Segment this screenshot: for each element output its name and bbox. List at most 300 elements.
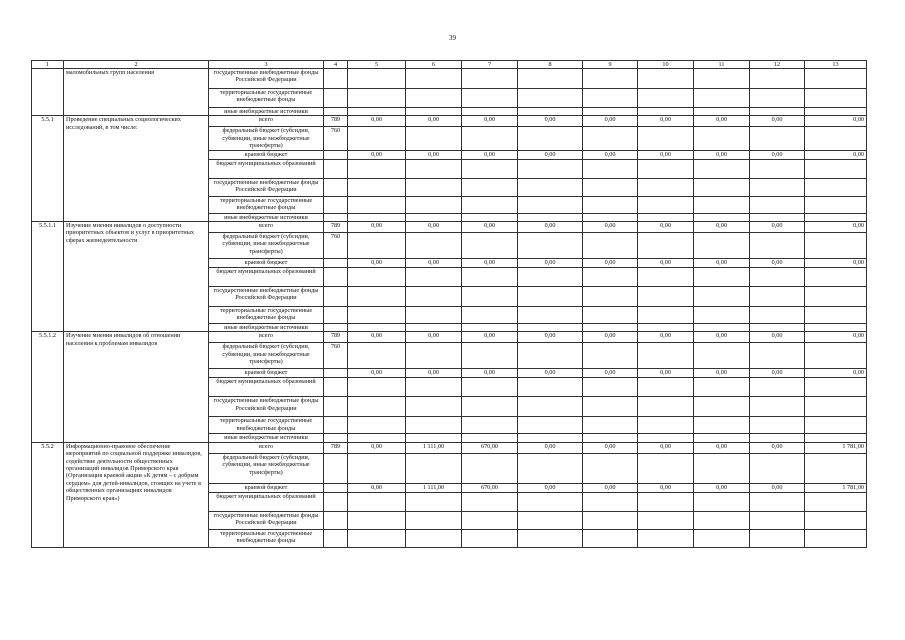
funding-source: всего	[209, 442, 324, 453]
funding-source: иные внебюджетные источники	[209, 434, 324, 442]
total-value	[805, 324, 867, 332]
year-value	[694, 343, 750, 369]
year-value: 0,00	[462, 222, 518, 233]
year-value	[694, 69, 750, 89]
year-value	[518, 268, 583, 287]
funding-source: всего	[209, 222, 324, 233]
year-value	[406, 159, 462, 178]
year-value	[638, 178, 694, 196]
year-value	[583, 324, 638, 332]
year-value	[462, 108, 518, 116]
total-value: 1 781,00	[805, 483, 867, 492]
year-value	[750, 453, 805, 483]
year-value	[694, 108, 750, 116]
year-value	[638, 529, 694, 547]
year-value	[583, 343, 638, 369]
year-value	[583, 417, 638, 434]
budget-code	[324, 150, 348, 159]
year-value: 0,00	[348, 483, 406, 492]
funding-source: всего	[209, 332, 324, 343]
total-value	[805, 307, 867, 324]
year-value	[694, 324, 750, 332]
year-value: 0,00	[638, 442, 694, 453]
year-value	[518, 178, 583, 196]
year-value	[750, 417, 805, 434]
year-value	[638, 69, 694, 89]
year-value	[694, 378, 750, 397]
total-value	[805, 233, 867, 259]
year-value	[406, 511, 462, 529]
year-value	[583, 287, 638, 307]
year-value: 0,00	[518, 483, 583, 492]
year-value: 670,00	[462, 483, 518, 492]
total-value	[805, 434, 867, 442]
year-value: 0,00	[518, 332, 583, 343]
year-value	[462, 159, 518, 178]
year-value: 0,00	[348, 259, 406, 268]
budget-code: 789	[324, 116, 348, 127]
year-value	[694, 287, 750, 307]
year-value	[694, 453, 750, 483]
year-value	[518, 69, 583, 89]
year-value: 0,00	[462, 259, 518, 268]
total-value	[805, 287, 867, 307]
year-value: 0,00	[518, 150, 583, 159]
year-value	[518, 213, 583, 221]
funding-source: федеральный бюджет (субсидии, субвенции, иные межбюджетные трансферты)	[209, 233, 324, 259]
year-value	[638, 492, 694, 511]
column-header: 7	[462, 61, 518, 69]
table-row	[32, 442, 867, 453]
funding-source: территориальные государственные внебюджетные фонды	[209, 196, 324, 213]
funding-source: территориальные государственные внебюджетные фонды	[209, 307, 324, 324]
funding-source: всего	[209, 116, 324, 127]
year-value	[406, 397, 462, 417]
total-value	[805, 108, 867, 116]
year-value	[750, 378, 805, 397]
budget-code	[324, 378, 348, 397]
year-value	[406, 268, 462, 287]
year-value	[694, 213, 750, 221]
year-value	[348, 434, 406, 442]
item-number: 5.5.1	[32, 116, 64, 222]
year-value	[462, 69, 518, 89]
year-value	[694, 307, 750, 324]
year-value	[638, 434, 694, 442]
budget-code	[324, 108, 348, 116]
total-value	[805, 89, 867, 108]
column-header: 3	[209, 61, 324, 69]
budget-code	[324, 417, 348, 434]
year-value	[583, 434, 638, 442]
item-name: Изучение мнения инвалидов о доступности приоритетных объектов и услуг в приоритетных сферах жизнедеятельности	[64, 222, 209, 332]
year-value: 0,00	[750, 116, 805, 127]
year-value	[462, 213, 518, 221]
year-value	[638, 108, 694, 116]
funding-source: государственные внебюджетные фонды Российской Федерации	[209, 69, 324, 89]
year-value	[638, 159, 694, 178]
total-value	[805, 529, 867, 547]
year-value	[518, 307, 583, 324]
year-value	[518, 511, 583, 529]
funding-source: федеральный бюджет (субсидии, субвенции, иные межбюджетные трансферты)	[209, 127, 324, 150]
total-value: 0,00	[805, 369, 867, 378]
year-value: 0,00	[694, 150, 750, 159]
total-value	[805, 492, 867, 511]
item-name: маломобильных групп населения	[64, 69, 209, 116]
year-value	[406, 417, 462, 434]
item-number: 5.5.2	[32, 442, 64, 547]
budget-code	[324, 511, 348, 529]
budget-code	[324, 529, 348, 547]
year-value	[462, 378, 518, 397]
year-value	[694, 89, 750, 108]
year-value	[638, 287, 694, 307]
funding-source: бюджет муниципальных образований	[209, 159, 324, 178]
budget-code	[324, 268, 348, 287]
year-value	[518, 434, 583, 442]
year-value: 0,00	[638, 332, 694, 343]
funding-source: федеральный бюджет (субсидии, субвенции, иные межбюджетные трансферты)	[209, 453, 324, 483]
year-value	[462, 287, 518, 307]
year-value	[348, 511, 406, 529]
budget-code	[324, 324, 348, 332]
year-value	[750, 178, 805, 196]
year-value: 0,00	[348, 369, 406, 378]
total-value: 0,00	[805, 259, 867, 268]
year-value	[638, 453, 694, 483]
table-row	[32, 69, 867, 89]
year-value: 0,00	[694, 116, 750, 127]
budget-code	[324, 196, 348, 213]
year-value	[348, 343, 406, 369]
budget-code	[324, 397, 348, 417]
budget-code: 789	[324, 222, 348, 233]
year-value	[518, 159, 583, 178]
year-value	[406, 529, 462, 547]
year-value	[348, 108, 406, 116]
total-value	[805, 268, 867, 287]
item-name: Информационно-правовое обеспечение мероприятий по социальной поддержке инвалидов, содействие деятельности общественных организаций инвалидов Приморского края (Организация краевой акции «К детям – с добрым сердцем» для детей-инвалидов, стоящих на учете в общественных организациях инвалидов Приморского края»)	[64, 442, 209, 547]
year-value	[348, 89, 406, 108]
year-value	[638, 397, 694, 417]
year-value: 0,00	[694, 259, 750, 268]
year-value	[750, 307, 805, 324]
year-value: 0,00	[518, 259, 583, 268]
year-value	[750, 159, 805, 178]
year-value	[583, 268, 638, 287]
year-value: 0,00	[583, 369, 638, 378]
budget-code	[324, 287, 348, 307]
year-value	[750, 127, 805, 150]
budget-code	[324, 492, 348, 511]
year-value	[583, 511, 638, 529]
budget-code	[324, 159, 348, 178]
budget-table	[31, 60, 867, 548]
total-value	[805, 417, 867, 434]
year-value	[406, 453, 462, 483]
year-value	[694, 511, 750, 529]
year-value	[694, 417, 750, 434]
total-value	[805, 69, 867, 89]
year-value	[406, 196, 462, 213]
year-value	[406, 213, 462, 221]
year-value	[583, 378, 638, 397]
year-value: 0,00	[348, 332, 406, 343]
year-value	[583, 233, 638, 259]
year-value: 0,00	[348, 150, 406, 159]
year-value: 0,00	[462, 150, 518, 159]
year-value	[406, 233, 462, 259]
year-value: 0,00	[406, 369, 462, 378]
budget-code: 760	[324, 343, 348, 369]
funding-source: бюджет муниципальных образований	[209, 268, 324, 287]
year-value	[694, 492, 750, 511]
year-value	[462, 529, 518, 547]
budget-code	[324, 434, 348, 442]
year-value: 0,00	[518, 442, 583, 453]
year-value	[348, 417, 406, 434]
year-value	[462, 307, 518, 324]
year-value: 0,00	[638, 259, 694, 268]
year-value	[406, 69, 462, 89]
funding-source: государственные внебюджетные фонды Российской Федерации	[209, 287, 324, 307]
year-value	[694, 397, 750, 417]
year-value	[462, 434, 518, 442]
year-value: 670,00	[462, 442, 518, 453]
year-value: 0,00	[583, 332, 638, 343]
total-value: 0,00	[805, 116, 867, 127]
year-value	[462, 492, 518, 511]
total-value	[805, 343, 867, 369]
year-value	[750, 233, 805, 259]
column-header: 6	[406, 61, 462, 69]
year-value	[518, 397, 583, 417]
year-value	[348, 233, 406, 259]
year-value: 0,00	[583, 483, 638, 492]
year-value	[348, 268, 406, 287]
year-value	[750, 213, 805, 221]
funding-source: территориальные государственные внебюджетные фонды	[209, 89, 324, 108]
year-value: 0,00	[750, 222, 805, 233]
table-body	[32, 69, 867, 548]
year-value: 0,00	[348, 222, 406, 233]
year-value	[583, 213, 638, 221]
year-value	[462, 178, 518, 196]
year-value	[348, 529, 406, 547]
year-value: 1 111,00	[406, 442, 462, 453]
year-value	[583, 397, 638, 417]
funding-source: краевой бюджет	[209, 369, 324, 378]
year-value	[583, 196, 638, 213]
funding-source: территориальные государственные внебюджетные фонды	[209, 417, 324, 434]
column-header: 5	[348, 61, 406, 69]
year-value: 0,00	[694, 222, 750, 233]
year-value	[583, 108, 638, 116]
budget-code	[324, 69, 348, 89]
year-value: 0,00	[348, 116, 406, 127]
year-value	[348, 213, 406, 221]
budget-code	[324, 213, 348, 221]
year-value	[638, 343, 694, 369]
budget-code: 760	[324, 233, 348, 259]
year-value	[518, 89, 583, 108]
item-number: 5.5.1.1	[32, 222, 64, 332]
year-value: 0,00	[583, 150, 638, 159]
year-value	[583, 307, 638, 324]
year-value: 0,00	[406, 259, 462, 268]
total-value	[805, 178, 867, 196]
year-value	[406, 127, 462, 150]
year-value	[750, 397, 805, 417]
year-value: 0,00	[638, 222, 694, 233]
year-value	[518, 127, 583, 150]
year-value	[750, 287, 805, 307]
year-value: 1 111,00	[406, 483, 462, 492]
total-value	[805, 127, 867, 150]
year-value	[348, 324, 406, 332]
year-value	[348, 196, 406, 213]
total-value	[805, 196, 867, 213]
column-header: 4	[324, 61, 348, 69]
year-value	[348, 453, 406, 483]
year-value	[518, 108, 583, 116]
year-value: 0,00	[518, 116, 583, 127]
year-value: 0,00	[583, 116, 638, 127]
funding-source: иные внебюджетные источники	[209, 324, 324, 332]
column-header: 1	[32, 61, 64, 69]
year-value	[750, 529, 805, 547]
funding-source: иные внебюджетные источники	[209, 213, 324, 221]
year-value: 0,00	[406, 116, 462, 127]
year-value	[583, 453, 638, 483]
year-value	[638, 511, 694, 529]
budget-code	[324, 483, 348, 492]
year-value	[348, 307, 406, 324]
total-value	[805, 397, 867, 417]
year-value: 0,00	[638, 116, 694, 127]
year-value	[406, 178, 462, 196]
year-value	[348, 287, 406, 307]
year-value	[462, 196, 518, 213]
budget-code: 789	[324, 442, 348, 453]
funding-source: бюджет муниципальных образований	[209, 492, 324, 511]
item-number	[32, 69, 64, 116]
budget-code: 789	[324, 332, 348, 343]
funding-source: государственные внебюджетные фонды Российской Федерации	[209, 511, 324, 529]
funding-source: краевой бюджет	[209, 150, 324, 159]
year-value	[638, 324, 694, 332]
total-value	[805, 159, 867, 178]
column-header: 13	[805, 61, 867, 69]
total-value	[805, 453, 867, 483]
year-value	[694, 127, 750, 150]
year-value	[518, 324, 583, 332]
year-value	[694, 529, 750, 547]
column-header: 10	[638, 61, 694, 69]
year-value	[406, 89, 462, 108]
year-value	[406, 492, 462, 511]
year-value: 0,00	[638, 150, 694, 159]
year-value	[406, 434, 462, 442]
year-value	[583, 492, 638, 511]
year-value	[462, 233, 518, 259]
year-value: 0,00	[694, 483, 750, 492]
year-value	[406, 324, 462, 332]
year-value	[638, 307, 694, 324]
year-value: 0,00	[694, 369, 750, 378]
column-header: 2	[64, 61, 209, 69]
year-value	[462, 268, 518, 287]
year-value	[462, 417, 518, 434]
year-value	[406, 108, 462, 116]
column-header: 11	[694, 61, 750, 69]
funding-source: государственные внебюджетные фонды Российской Федерации	[209, 178, 324, 196]
year-value	[406, 307, 462, 324]
year-value: 0,00	[750, 369, 805, 378]
year-value: 0,00	[518, 222, 583, 233]
year-value: 0,00	[406, 222, 462, 233]
year-value: 0,00	[638, 483, 694, 492]
year-value	[638, 127, 694, 150]
funding-source: бюджет муниципальных образований	[209, 378, 324, 397]
year-value: 0,00	[750, 150, 805, 159]
year-value: 0,00	[406, 332, 462, 343]
year-value	[406, 378, 462, 397]
year-value	[750, 69, 805, 89]
page-number: 39	[449, 34, 456, 42]
year-value	[694, 268, 750, 287]
funding-source: федеральный бюджет (субсидии, субвенции, иные межбюджетные трансферты)	[209, 343, 324, 369]
year-value	[638, 196, 694, 213]
year-value	[750, 196, 805, 213]
budget-code	[324, 259, 348, 268]
year-value	[638, 233, 694, 259]
column-number-row	[32, 61, 867, 69]
column-header: 8	[518, 61, 583, 69]
year-value	[518, 417, 583, 434]
funding-source: территориальные государственные внебюджетные фонды	[209, 529, 324, 547]
year-value	[406, 343, 462, 369]
year-value	[348, 492, 406, 511]
year-value	[694, 233, 750, 259]
total-value	[805, 213, 867, 221]
year-value: 0,00	[348, 442, 406, 453]
year-value: 0,00	[462, 369, 518, 378]
year-value	[694, 196, 750, 213]
table-row	[32, 332, 867, 343]
column-header: 12	[750, 61, 805, 69]
year-value	[348, 397, 406, 417]
year-value	[518, 233, 583, 259]
funding-source: краевой бюджет	[209, 483, 324, 492]
budget-code	[324, 369, 348, 378]
table-row	[32, 222, 867, 233]
year-value	[583, 178, 638, 196]
year-value	[462, 127, 518, 150]
year-value: 0,00	[583, 222, 638, 233]
year-value: 0,00	[638, 369, 694, 378]
total-value	[805, 511, 867, 529]
column-header: 9	[583, 61, 638, 69]
total-value: 0,00	[805, 222, 867, 233]
year-value	[694, 178, 750, 196]
year-value	[638, 417, 694, 434]
item-name: Изучение мнения инвалидов об отношении населения к проблемам инвалидов	[64, 332, 209, 442]
total-value: 1 781,00	[805, 442, 867, 453]
year-value	[462, 89, 518, 108]
year-value	[583, 127, 638, 150]
